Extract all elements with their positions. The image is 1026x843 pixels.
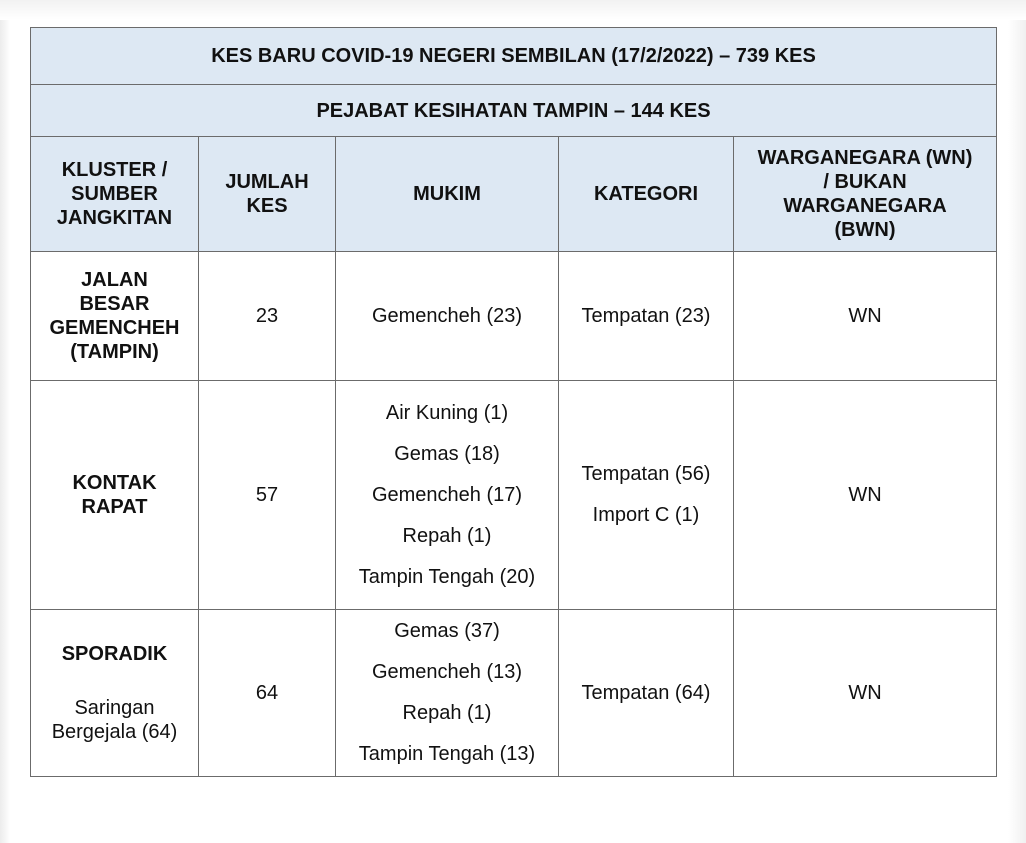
- page-edge-top: [0, 0, 1026, 20]
- header-kluster-line: JANGKITAN: [56, 207, 173, 229]
- kluster-line: BESAR: [79, 293, 150, 315]
- cell-wn: WN: [734, 610, 997, 777]
- kluster-line: Bergejala (64): [51, 721, 178, 743]
- kategori-item: Tempatan (64): [581, 682, 711, 704]
- header-jumlah-line: KES: [246, 195, 288, 217]
- header-jumlah: [199, 137, 336, 252]
- cell-jumlah: 57: [199, 381, 336, 610]
- cell-jumlah: 23: [199, 252, 336, 381]
- kluster-line: RAPAT: [81, 496, 148, 518]
- table-title: KES BARU COVID-19 NEGERI SEMBILAN (17/2/2022) – 739 KES: [31, 28, 997, 85]
- header-jumlah-line: JUMLAH: [225, 171, 309, 193]
- kluster-line: GEMENCHEH: [49, 317, 180, 339]
- subtitle-row: [31, 85, 997, 137]
- mukim-item: Gemas (37): [394, 620, 500, 642]
- mukim-item: Gemencheh (23): [371, 305, 523, 327]
- header-kluster-line: SUMBER: [71, 183, 158, 205]
- header-kategori: KATEGORI: [559, 137, 734, 252]
- cell-kluster: [31, 252, 199, 381]
- header-wn-line: WARGANEGARA: [783, 195, 947, 217]
- mukim-item: Repah (1): [402, 524, 492, 547]
- table-row: [31, 252, 997, 381]
- cell-jumlah: 64: [199, 610, 336, 777]
- cell-mukim: [336, 381, 559, 610]
- table-row: [31, 381, 997, 610]
- header-row: [31, 137, 997, 252]
- kluster-line: JALAN: [81, 269, 148, 291]
- header-mukim: MUKIM: [336, 137, 559, 252]
- kategori-item: Tempatan (23): [581, 305, 711, 327]
- kluster-line: (TAMPIN): [70, 341, 159, 363]
- header-warganegara: [734, 137, 997, 252]
- cell-wn: WN: [734, 252, 997, 381]
- mukim-item: Tampin Tengah (20): [358, 565, 536, 588]
- mukim-item: Air Kuning (1): [385, 401, 509, 424]
- mukim-item: Gemencheh (13): [371, 661, 523, 683]
- cell-kluster: [31, 381, 199, 610]
- cell-kategori: [559, 610, 734, 777]
- cell-mukim: [336, 252, 559, 381]
- mukim-item: Gemas (18): [394, 442, 500, 465]
- mukim-item: Repah (1): [402, 702, 492, 724]
- kluster-line: Saringan: [74, 697, 155, 719]
- cell-wn: WN: [734, 381, 997, 610]
- header-wn-line: WARGANEGARA (WN): [757, 147, 973, 169]
- kluster-heading: SPORADIK: [61, 643, 168, 665]
- cell-kluster: [31, 610, 199, 777]
- cell-kategori: [559, 252, 734, 381]
- kategori-item: Tempatan (56): [581, 463, 711, 485]
- kluster-line: KONTAK: [72, 472, 157, 494]
- cell-kategori: [559, 381, 734, 610]
- mukim-item: Gemencheh (17): [371, 483, 523, 506]
- header-wn-line: (BWN): [834, 219, 896, 241]
- cell-mukim: [336, 610, 559, 777]
- header-kluster: [31, 137, 199, 252]
- covid-cases-table: [30, 27, 997, 777]
- mukim-item: Tampin Tengah (13): [358, 743, 536, 765]
- header-wn-line: / BUKAN: [823, 171, 907, 193]
- page-edge-right: [1008, 0, 1026, 843]
- page-edge-left: [0, 0, 10, 843]
- header-kluster-line: KLUSTER /: [61, 159, 168, 181]
- kategori-item: Import C (1): [592, 504, 700, 526]
- kluster-spacer: [31, 666, 198, 696]
- title-row: [31, 28, 997, 85]
- table-subtitle: PEJABAT KESIHATAN TAMPIN – 144 KES: [31, 85, 997, 137]
- table-row: [31, 610, 997, 777]
